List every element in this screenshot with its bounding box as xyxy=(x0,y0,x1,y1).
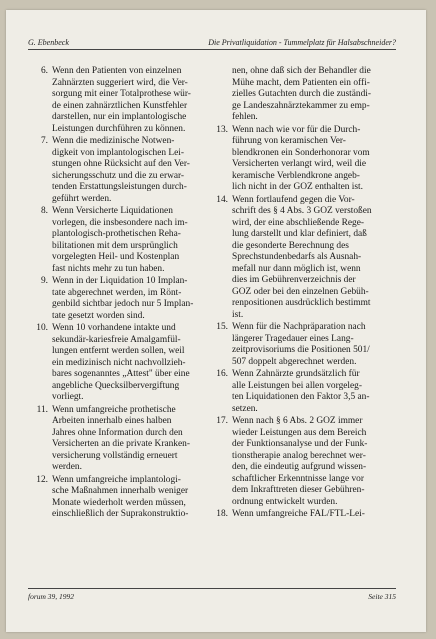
text-line: der Funktionsanalyse und der Funk- xyxy=(232,439,368,449)
text-line: 507 doppelt abgerechnet werden. xyxy=(232,356,357,367)
text-line: Wenn nach § 6 Abs. 2 GOZ immer xyxy=(232,416,363,426)
footer-journal: forum 39, 1992 xyxy=(28,592,75,601)
text-line: tenden Erstattungsleistungen durch- xyxy=(52,182,187,192)
text-line: schrift des § 4 Abs. 3 GOZ verstoßen xyxy=(232,206,372,216)
text-line: ein medizinisch nicht nachvollzieh- xyxy=(52,357,186,368)
list-item-number: 13. xyxy=(216,124,228,135)
text-line: plantologisch-prothetischen Reha- xyxy=(52,229,181,239)
text-line: Wenn umfangreiche prothetische xyxy=(52,404,176,415)
document-page xyxy=(6,10,426,632)
list-item-number: 7. xyxy=(40,136,48,146)
text-line: sche Maßnahmen innerhalb weniger xyxy=(52,486,189,496)
text-line: Monate wiederholt werden müssen, xyxy=(52,497,186,508)
list-item xyxy=(208,66,378,124)
text-line: digkeit von implantologischen Lei- xyxy=(52,147,185,158)
text-line: einschließlich der Suprakonstruktio- xyxy=(52,509,189,519)
list-item-number: 14. xyxy=(216,194,228,205)
list-item xyxy=(28,276,198,322)
list-item-text xyxy=(232,125,378,194)
list-item xyxy=(28,323,198,404)
text-line: wird, der eine abschließende Rege- xyxy=(232,217,364,228)
right-column xyxy=(208,66,378,522)
list-item-number: 9. xyxy=(40,276,48,286)
text-line: darstellen, nur ein implantologische xyxy=(52,112,187,122)
list-item xyxy=(208,369,378,415)
text-line: Versicherten an die private Kranken- xyxy=(52,439,190,449)
list-item-text xyxy=(232,369,378,415)
list-item-number: 15. xyxy=(216,322,228,332)
list-item-text xyxy=(52,276,198,322)
header-author: G. Ebenbeck xyxy=(28,38,69,47)
text-line: geführt werden. xyxy=(52,193,112,204)
text-line: längerer Tragedauer eines Lang- xyxy=(232,333,354,344)
text-line: versicherung vollständig erneuert xyxy=(52,450,178,461)
text-line: Jahres ohne Information durch den xyxy=(52,427,183,438)
list-item-text xyxy=(52,475,198,521)
text-line: ordnung entwickelt wurden. xyxy=(232,496,338,507)
text-line: setzen. xyxy=(232,403,258,414)
text-line: vorliegt. xyxy=(52,392,84,402)
text-line: Zahnärzten suggeriert wird, die Ver- xyxy=(52,77,188,88)
list-item-text xyxy=(52,405,198,474)
text-line: tionstherapie analog berechnet wer- xyxy=(232,450,366,461)
list-item-number xyxy=(208,66,232,124)
list-item-number: 16. xyxy=(216,369,228,379)
text-line: dem Inkrafttreten dieser Gebühren- xyxy=(232,485,365,495)
list-item xyxy=(28,405,198,474)
text-line: GOZ oder bei den einzelnen Gebüh- xyxy=(232,286,369,297)
list-item xyxy=(208,322,378,368)
text-line: den, die eindeutig aufgrund wissen- xyxy=(232,462,367,472)
text-line: Mühe macht, dem Patienten ein offi- xyxy=(232,77,370,88)
list-item-text xyxy=(232,416,378,508)
list-item-text xyxy=(52,136,198,205)
left-column xyxy=(28,66,198,522)
list-item-text xyxy=(232,509,378,521)
text-line: Versicherten verlangt wird, weil die xyxy=(232,159,367,169)
list-item-text xyxy=(232,66,378,124)
text-line: Wenn die medizinische Notwen- xyxy=(52,136,175,146)
text-line: bares sogenanntes „Attest" über eine xyxy=(52,369,190,379)
text-line: Leistungen durchführen zu können. xyxy=(52,123,186,134)
text-line: vorgelegten Heil- und Kostenplan xyxy=(52,252,180,262)
text-line: Wenn 10 vorhandene intakte und xyxy=(52,323,176,333)
text-line: renpositionen ausdrücklich bestimmt xyxy=(232,298,371,308)
text-line: werden. xyxy=(52,462,82,472)
text-line: dies im Gebührenverzeichnis der xyxy=(232,275,356,285)
text-line: blendkronen ein Sonderhonorar vom xyxy=(232,147,370,158)
text-line: Wenn Versicherte Liquidationen xyxy=(52,206,173,216)
list-item-text xyxy=(52,206,198,275)
text-line: ist. xyxy=(232,309,244,320)
text-line: ge Landeszahnärztekammer zu emp- xyxy=(232,100,370,111)
text-line: wieder Leistungen aus dem Bereich xyxy=(232,427,367,438)
text-line: stungen ohne Rücksicht auf den Ver- xyxy=(52,159,190,169)
list-item xyxy=(208,509,378,521)
text-line: genbild sichtbar jedoch nur 5 Implan- xyxy=(52,299,194,309)
text-line: bilitationen mit dem ursprünglich xyxy=(52,240,178,251)
list-item-number: 8. xyxy=(40,206,48,216)
text-line: Wenn fortlaufend gegen die Vor- xyxy=(232,194,355,205)
text-line: Wenn in der Liquidation 10 Implan- xyxy=(52,276,188,286)
text-line: vorlegen, die insbesondere nach im- xyxy=(52,217,188,228)
text-line: Sprechstundenbedarfs als Ausnah- xyxy=(232,252,362,262)
list-item xyxy=(28,66,198,135)
text-line: Wenn Zahnärzte grundsätzlich für xyxy=(232,369,360,379)
text-line: Arbeiten innerhalb eines halben xyxy=(52,416,172,426)
list-item-number: 18. xyxy=(216,509,228,519)
text-line: fast nichts mehr zu tun haben. xyxy=(52,263,165,274)
text-line: lungen entfernt werden sollen, weil xyxy=(52,346,185,356)
text-line: Wenn umfangreiche FAL/FTL-Lei- xyxy=(232,509,365,519)
footer-page-number: Seite 315 xyxy=(368,592,396,601)
list-item-number: 11. xyxy=(36,404,48,415)
list-item xyxy=(208,195,378,322)
list-item xyxy=(28,206,198,275)
text-line: tate abgerechnet werden, im Rönt- xyxy=(52,287,182,298)
text-line: nen, ohne daß sich der Behandler die xyxy=(232,66,371,76)
text-line: lung darstellt und klar definiert, daß xyxy=(232,229,367,239)
text-line: sorgung mit einer Totalprothese wür- xyxy=(52,89,191,99)
list-item-text xyxy=(52,66,198,135)
list-item-text xyxy=(52,323,198,404)
text-line: tate gesetzt worden sind. xyxy=(52,310,145,321)
text-line: zielles Gutachten durch die zuständi- xyxy=(232,89,372,99)
running-head xyxy=(28,38,396,50)
text-line: führung von keramischen Ver- xyxy=(232,136,346,146)
text-line: Wenn umfangreiche implantologi- xyxy=(52,474,181,485)
list-item xyxy=(208,125,378,194)
header-title: Die Privatliquidation - Tummelplatz für Halsabschneider? xyxy=(208,38,396,47)
text-line: Wenn für die Nachpräparation nach xyxy=(232,322,366,332)
list-item xyxy=(28,475,198,521)
text-line: sekundär-kariesfreie Amalgamfül- xyxy=(52,334,181,345)
text-line: keramische Verblendkrone angeb- xyxy=(232,170,360,181)
text-line: fehlen. xyxy=(232,112,258,122)
text-line: die gesonderte Berechnung des xyxy=(232,240,349,251)
list-item-text xyxy=(232,195,378,322)
list-item-number: 17. xyxy=(216,416,228,426)
text-line: Wenn nach wie vor für die Durch- xyxy=(232,124,361,135)
list-item-number: 12. xyxy=(36,474,48,485)
text-line: ten Liquidationen den Faktor 3,5 an- xyxy=(232,392,370,402)
list-item-number: 6. xyxy=(40,66,48,76)
text-line: angebliche Quecksilbervergiftung xyxy=(52,380,180,391)
text-line: mefall nur dann möglich ist, wenn xyxy=(232,263,361,274)
text-line: Wenn den Patienten von einzelnen xyxy=(52,66,182,76)
page-footer xyxy=(28,588,396,601)
text-line: de einen zahnärztlichen Kunstfehler xyxy=(52,100,188,111)
list-item xyxy=(28,136,198,205)
text-line: alle Leistungen bei allen vorgeleg- xyxy=(232,380,362,391)
list-item-number: 10. xyxy=(36,323,48,333)
text-line: lich nicht in der GOZ enthalten ist. xyxy=(232,182,363,192)
list-item xyxy=(208,416,378,508)
text-line: schaftlicher Erkenntnisse lange vor xyxy=(232,473,364,484)
list-item-text xyxy=(232,322,378,368)
text-line: zeitprovisoriums die Positionen 501/ xyxy=(232,345,370,355)
text-line: sicherungsschutz und die zu erwar- xyxy=(52,170,185,181)
